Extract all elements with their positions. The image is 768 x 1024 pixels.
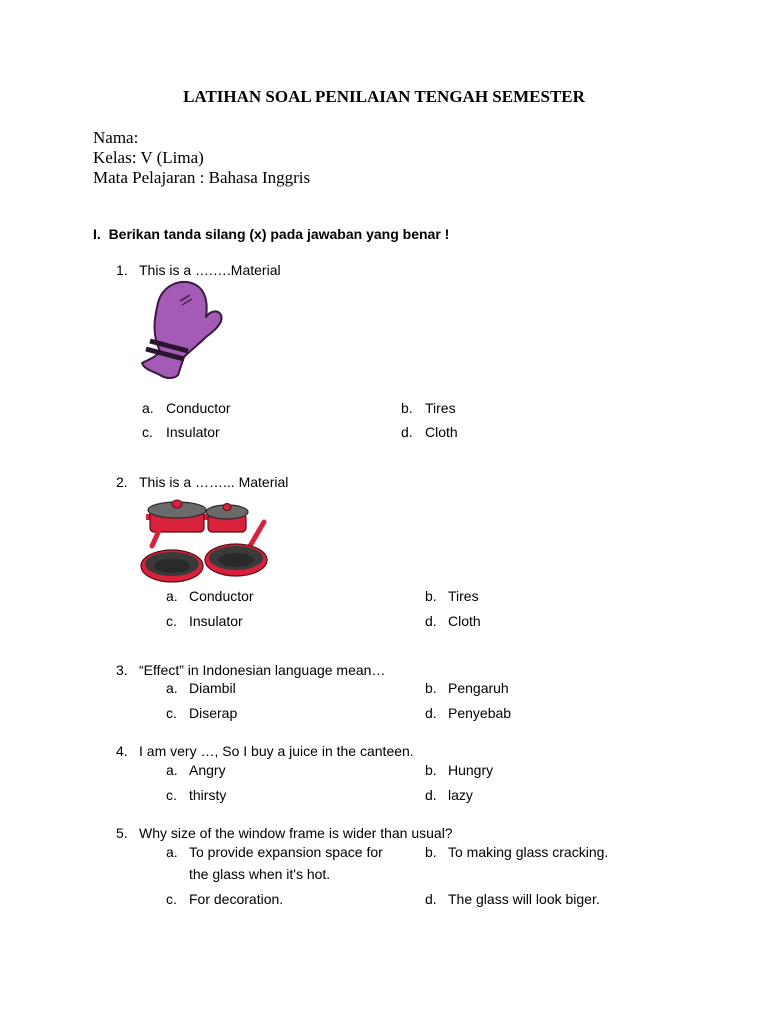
option-text[interactable]: The glass will look biger. [448, 891, 600, 907]
option-text[interactable]: To provide expansion space for [189, 844, 383, 860]
question-text: I am very …, So I buy a juice in the canteen. [139, 743, 414, 759]
option-text[interactable]: thirsty [189, 787, 227, 803]
question-text: Why size of the window frame is wider than usual? [139, 825, 453, 841]
subject-label: Mata Pelajaran : Bahasa Inggris [93, 168, 311, 187]
option-letter[interactable]: a. [166, 588, 178, 604]
question-text: This is a ….….Material [139, 262, 281, 278]
question-number: 2. [116, 474, 128, 490]
option-text[interactable]: Conductor [189, 588, 254, 604]
page-title: LATIHAN SOAL PENILAIAN TENGAH SEMESTER [183, 87, 585, 106]
section-instruction: Berikan tanda silang (x) pada jawaban yang benar ! [108, 226, 450, 242]
class-label: Kelas: V (Lima) [93, 148, 204, 167]
option-text[interactable]: Diambil [189, 680, 236, 696]
option-text[interactable]: Angry [189, 762, 226, 778]
option-text[interactable]: Insulator [166, 424, 220, 440]
option-letter[interactable]: c. [166, 891, 177, 907]
option-text[interactable]: Tires [425, 400, 456, 416]
option-letter[interactable]: c. [142, 424, 153, 440]
option-text[interactable]: Hungry [448, 762, 494, 778]
question-number: 3. [116, 662, 128, 678]
option-text[interactable]: lazy [448, 787, 473, 803]
option-letter[interactable]: b. [425, 588, 437, 604]
option-letter[interactable]: a. [166, 844, 178, 860]
option-text[interactable]: Conductor [166, 400, 231, 416]
option-text[interactable]: Penyebab [448, 705, 512, 721]
option-letter[interactable]: d. [425, 705, 437, 721]
option-letter[interactable]: c. [166, 613, 177, 629]
section-heading [93, 226, 449, 242]
oven-mitt-image [138, 279, 228, 381]
option-letter[interactable]: b. [425, 762, 437, 778]
option-letter[interactable]: d. [401, 424, 413, 440]
option-letter[interactable]: a. [166, 680, 178, 696]
option-letter[interactable]: d. [425, 613, 437, 629]
option-letter[interactable]: a. [142, 400, 154, 416]
question-text: This is a ……... Material [139, 474, 289, 490]
option-letter[interactable]: d. [425, 891, 437, 907]
question-number: 5. [116, 825, 128, 841]
option-text[interactable]: Pengaruh [448, 680, 509, 696]
question-text: “Effect” in Indonesian language mean… [139, 662, 386, 678]
option-text[interactable]: Cloth [425, 424, 458, 440]
option-text[interactable]: Diserap [189, 705, 238, 721]
section-number: I. [93, 226, 101, 242]
question-number: 4. [116, 743, 128, 759]
option-text-continued[interactable]: the glass when it's hot. [189, 866, 331, 882]
option-text[interactable]: To making glass cracking. [448, 844, 609, 860]
option-letter[interactable]: a. [166, 762, 178, 778]
option-text[interactable]: Cloth [448, 613, 481, 629]
option-letter[interactable]: c. [166, 787, 177, 803]
option-letter[interactable]: b. [401, 400, 413, 416]
option-text[interactable]: Insulator [189, 613, 243, 629]
option-text[interactable]: Tires [448, 588, 479, 604]
option-letter[interactable]: b. [425, 680, 437, 696]
name-label: Nama: [93, 128, 139, 147]
cookware-image [138, 494, 270, 586]
option-text[interactable]: For decoration. [189, 891, 284, 907]
option-letter[interactable]: c. [166, 705, 177, 721]
option-letter[interactable]: d. [425, 787, 437, 803]
question-number: 1. [116, 262, 128, 278]
option-letter[interactable]: b. [425, 844, 437, 860]
